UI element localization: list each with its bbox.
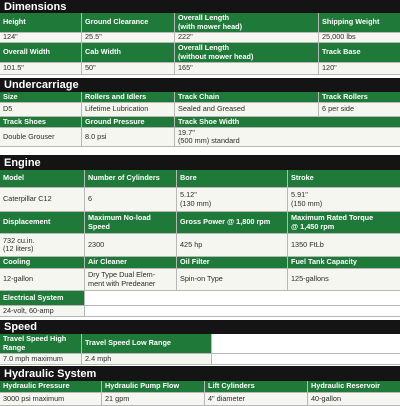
section-header-speed: [0, 320, 400, 334]
max-torque-label: Maximum Rated Torque @ 1,450 rpm: [288, 212, 400, 233]
empty-cell: [212, 354, 400, 364]
travel-speed-low-value: 2.4 mph: [82, 354, 212, 364]
displacement-label: Displacement: [0, 212, 85, 233]
gross-power-label: Gross Power @ 1,800 rpm: [177, 212, 288, 233]
cooling-value: 12-gallon: [0, 269, 85, 290]
track-shoe-width-value: 19.7" (500 mm) standard: [175, 128, 400, 146]
table-row: [0, 234, 400, 257]
air-cleaner-value: Dry Type Dual Elem- ment with Predeaner: [85, 269, 177, 290]
table-row: [0, 334, 400, 354]
empty-cell: [85, 291, 400, 305]
cylinders-value: 6: [85, 188, 177, 211]
bore-value: 5.12" (130 mm): [177, 188, 288, 211]
section-title: Speed: [4, 321, 38, 333]
track-base-value: 120": [319, 63, 400, 74]
hydraulic-reservoir-value: 40-gallon: [308, 393, 400, 405]
empty-cell: [212, 334, 400, 353]
table-row: [0, 117, 400, 128]
lift-cylinders-label: Lift Cylinders: [205, 381, 308, 392]
model-label: Model: [0, 170, 85, 187]
hydraulic-table: [0, 381, 400, 406]
cooling-label: Cooling: [0, 257, 85, 268]
track-base-label: Track Base: [319, 43, 400, 62]
max-torque-value: 1350 FtLb: [288, 234, 400, 256]
overall-length-with-mower-value: 222": [175, 33, 319, 42]
track-shoe-width-label: Track Shoe Width: [175, 117, 400, 127]
table-row: [0, 128, 400, 147]
section-title: Hydraulic System: [4, 367, 97, 380]
table-row: [0, 92, 400, 103]
max-no-load-speed-label: Maximum No-load Speed: [85, 212, 177, 233]
hydraulic-pump-flow-value: 21 gpm: [102, 393, 205, 405]
cab-width-value: 50": [82, 63, 175, 74]
model-value: Caterpillar C12: [0, 188, 85, 211]
table-row: [0, 381, 400, 393]
oil-filter-value: Spin-on Type: [177, 269, 288, 290]
ground-pressure-label: Ground Pressure: [82, 117, 175, 127]
ground-clearance-label: Ground Clearance: [82, 13, 175, 32]
gross-power-value: 425 hp: [177, 234, 288, 256]
table-row: [0, 306, 400, 317]
stroke-label: Stroke: [288, 170, 400, 187]
ground-clearance-value: 25.5": [82, 33, 175, 42]
hydraulic-pressure-label: Hydraulic Pressure: [0, 381, 102, 392]
section-header-hydraulic: [0, 366, 400, 381]
shipping-weight-value: 25,000 lbs: [319, 33, 400, 42]
table-row: [0, 43, 400, 63]
track-shoes-label: Track Shoes: [0, 117, 82, 127]
section-title: Undercarriage: [4, 79, 79, 91]
rollers-idlers-label: Rollers and Idlers: [82, 92, 175, 102]
section-header-dimensions: [0, 0, 400, 13]
empty-cell: [85, 306, 400, 316]
engine-table: [0, 170, 400, 317]
size-label: Size: [0, 92, 82, 102]
track-rollers-label: Track Rollers: [319, 92, 400, 102]
section-header-engine: [0, 155, 400, 170]
table-row: [0, 269, 400, 291]
bore-label: Bore: [177, 170, 288, 187]
travel-speed-low-label: Travel Speed Low Range: [82, 334, 212, 353]
overall-width-label: Overall Width: [0, 43, 82, 62]
table-row: [0, 354, 400, 365]
section-header-undercarriage: [0, 78, 400, 92]
cylinders-label: Number of Cylinders: [85, 170, 177, 187]
track-shoes-value: Double Grouser: [0, 128, 82, 146]
track-chain-value: Sealed and Greased: [175, 103, 319, 116]
overall-length-without-mower-label: Overall Length (without mower head): [175, 43, 319, 62]
air-cleaner-label: Air Cleaner: [85, 257, 177, 268]
ground-pressure-value: 8.0 psi: [82, 128, 175, 146]
hydraulic-reservoir-label: Hydraulic Reservoir: [308, 381, 400, 392]
hydraulic-pump-flow-label: Hydraulic Pump Flow: [102, 381, 205, 392]
table-row: [0, 170, 400, 188]
size-value: D5: [0, 103, 82, 116]
section-title: Dimensions: [4, 0, 67, 13]
fuel-tank-value: 125-gallons: [288, 269, 400, 290]
table-row: [0, 63, 400, 75]
table-row: [0, 188, 400, 212]
table-row: [0, 393, 400, 406]
displacement-value: 732 cu.in. (12 liters): [0, 234, 85, 256]
hydraulic-pressure-value: 3000 psi maximum: [0, 393, 102, 405]
table-row: [0, 103, 400, 117]
table-row: [0, 33, 400, 43]
table-row: [0, 291, 400, 306]
dimensions-table: [0, 13, 400, 75]
height-label: Height: [0, 13, 82, 32]
overall-length-without-mower-value: 165": [175, 63, 319, 74]
overall-length-with-mower-label: Overall Length (with mower head): [175, 13, 319, 32]
electrical-system-label: Electrical System: [0, 291, 85, 305]
section-title: Engine: [4, 156, 41, 169]
undercarriage-table: [0, 92, 400, 147]
table-row: [0, 13, 400, 33]
stroke-value: 5.91" (150 mm): [288, 188, 400, 211]
track-rollers-value: 6 per side: [319, 103, 400, 116]
height-value: 124": [0, 33, 82, 42]
speed-table: [0, 334, 400, 365]
track-chain-label: Track Chain: [175, 92, 319, 102]
table-row: [0, 257, 400, 269]
lift-cylinders-value: 4" diameter: [205, 393, 308, 405]
table-row: [0, 212, 400, 234]
cab-width-label: Cab Width: [82, 43, 175, 62]
max-no-load-speed-value: 2300: [85, 234, 177, 256]
rollers-idlers-value: Lifetime Lubrication: [82, 103, 175, 116]
travel-speed-high-label: Travel Speed High Range: [0, 334, 82, 353]
oil-filter-label: Oil Filter: [177, 257, 288, 268]
shipping-weight-label: Shipping Weight: [319, 13, 400, 32]
overall-width-value: 101.5": [0, 63, 82, 74]
electrical-system-value: 24-volt, 60-amp: [0, 306, 85, 316]
fuel-tank-label: Fuel Tank Capacity: [288, 257, 400, 268]
travel-speed-high-value: 7.0 mph maximum: [0, 354, 82, 364]
